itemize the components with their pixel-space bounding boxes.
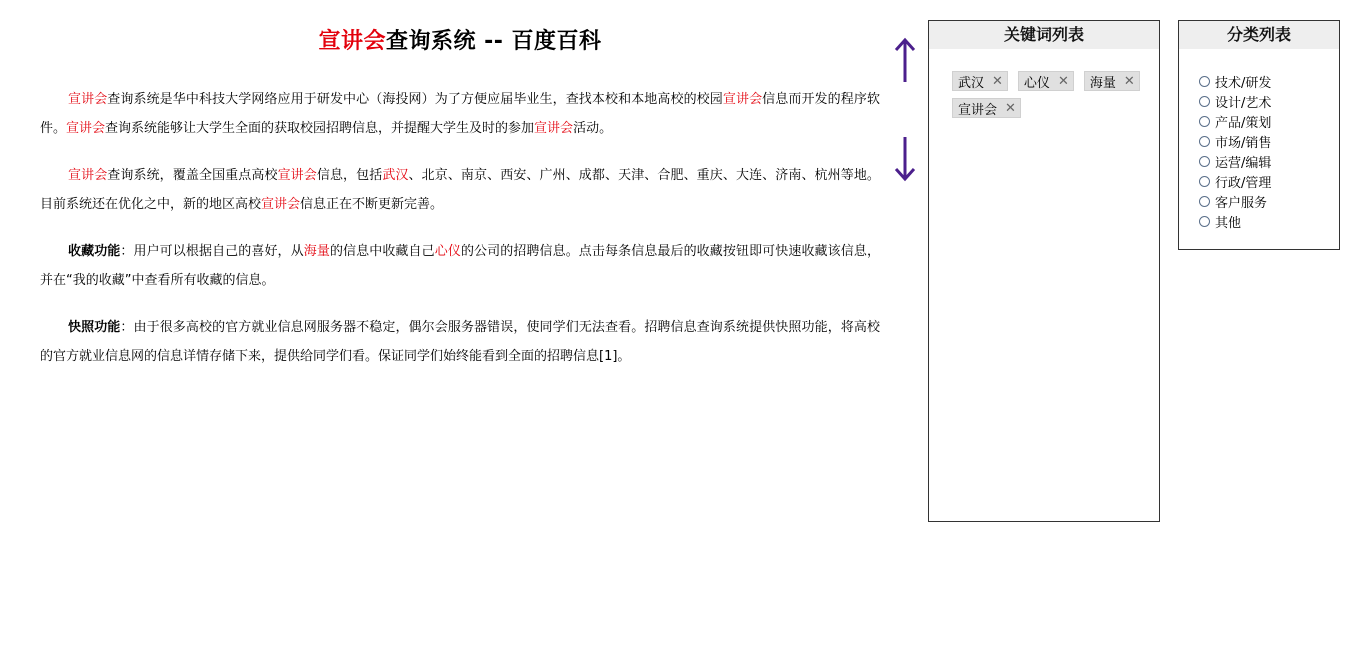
paragraph-intro xyxy=(40,86,880,143)
category-label: 行政/管理 xyxy=(1215,175,1272,191)
radio-button[interactable] xyxy=(1199,96,1210,107)
feature-label: 收藏功能 xyxy=(68,244,121,259)
radio-button[interactable] xyxy=(1199,116,1210,127)
paragraph-favorites xyxy=(40,238,880,295)
text: ：用户可以根据自己的喜好，从 xyxy=(120,244,304,259)
remove-keyword-icon[interactable]: ✕ xyxy=(1123,73,1135,89)
radio-button[interactable] xyxy=(1199,176,1210,187)
text: 信息而开发的程序软件。 xyxy=(40,92,880,136)
remove-keyword-icon[interactable]: ✕ xyxy=(992,73,1003,89)
title-rest: 查询系统 -- 百度百科 xyxy=(385,29,602,54)
category-label: 设计/艺术 xyxy=(1215,95,1272,111)
radio-button[interactable] xyxy=(1199,216,1210,227)
keyword-tag-label: 海量 xyxy=(1089,75,1116,91)
scroll-down-arrow-icon[interactable] xyxy=(894,136,916,182)
text: 查询系统能够让大学生全面的获取校园招聘信息，并提醒大学生及时的参加 xyxy=(105,120,535,136)
remove-keyword-icon[interactable]: ✕ xyxy=(1057,73,1069,89)
category-option[interactable] xyxy=(1199,151,1339,171)
category-option[interactable] xyxy=(1199,71,1339,91)
text: 的信息中收藏自己 xyxy=(329,244,435,259)
category-option[interactable] xyxy=(1199,191,1339,211)
keyword-tag-label: 宣讲会 xyxy=(958,102,998,118)
category-list-title: 分类列表 xyxy=(1179,21,1339,49)
text: 信息正在不断更新完善。 xyxy=(300,196,444,212)
keyword-tags xyxy=(929,49,1152,125)
keyword-highlight: 宣讲会 xyxy=(68,168,108,183)
keyword-tag xyxy=(952,71,1008,91)
category-label: 运营/编辑 xyxy=(1215,155,1272,171)
title-highlight: 宣讲会 xyxy=(318,29,386,54)
category-option[interactable] xyxy=(1199,131,1339,151)
remove-keyword-icon[interactable]: ✕ xyxy=(1005,100,1016,116)
scroll-up-arrow-icon[interactable] xyxy=(894,37,916,83)
keyword-highlight: 宣讲会 xyxy=(277,168,317,183)
text: ：由于很多高校的官方就业信息网服务器不稳定，偶尔会服务器错误，使同学们无法查看。招聘信息查询系统提供快照功能，将高校的官方就业信息网的信息详情存储下来，提供给同学们看。保证同学们始终能看到全面的招聘信息[1]。 xyxy=(40,320,880,364)
category-label: 产品/策划 xyxy=(1215,115,1272,131)
keyword-list-panel xyxy=(928,20,1160,522)
paragraph-snapshot xyxy=(40,314,880,371)
category-label: 其他 xyxy=(1215,215,1242,231)
article xyxy=(40,22,880,390)
text: 查询系统是华中科技大学网络应用于研发中心（海投网）为了方便应届毕业生，查找本校和本地高校的校园 xyxy=(107,92,723,107)
category-label: 技术/研发 xyxy=(1215,75,1272,91)
keyword-tag-label: 心仪 xyxy=(1023,75,1050,91)
keyword-list-title: 关键词列表 xyxy=(929,21,1159,49)
feature-label: 快照功能 xyxy=(68,320,121,335)
category-label: 客户服务 xyxy=(1215,195,1268,211)
keyword-tag xyxy=(1018,71,1074,91)
radio-button[interactable] xyxy=(1199,136,1210,147)
keyword-tag-label: 武汉 xyxy=(958,75,985,91)
text: 的公司的招聘信息。点击每条信息最后的收藏按钮即可快速收藏该信息，并在“我的收藏”中查看所有收藏的信息。 xyxy=(40,244,880,288)
category-option[interactable] xyxy=(1199,211,1339,231)
radio-button[interactable] xyxy=(1199,196,1210,207)
keyword-highlight: 海量 xyxy=(303,244,330,259)
keyword-tag xyxy=(952,98,1021,118)
radio-button[interactable] xyxy=(1199,156,1210,167)
category-option[interactable] xyxy=(1199,91,1339,111)
category-label: 市场/销售 xyxy=(1215,135,1272,151)
category-option[interactable] xyxy=(1199,111,1339,131)
keyword-highlight: 宣讲会 xyxy=(534,120,574,136)
keyword-highlight: 心仪 xyxy=(434,244,461,259)
keyword-tag xyxy=(1084,71,1140,91)
text: 查询系统，覆盖全国重点高校 xyxy=(107,168,278,183)
keyword-highlight: 宣讲会 xyxy=(722,92,763,107)
keyword-highlight: 宣讲会 xyxy=(66,120,106,136)
radio-button[interactable] xyxy=(1199,76,1210,87)
page-title xyxy=(40,22,880,62)
category-option[interactable] xyxy=(1199,171,1339,191)
text: 活动。 xyxy=(573,120,613,136)
paragraph-coverage xyxy=(40,162,880,219)
keyword-highlight: 武汉 xyxy=(382,168,409,183)
text: 、北京、南京、西安、广州、成都、天津、合肥、重庆、大连、济南、杭州等地。目前系统还在优化之中，新的地区高校 xyxy=(40,168,880,212)
category-list-panel xyxy=(1178,20,1340,250)
category-options xyxy=(1179,49,1339,231)
keyword-highlight: 宣讲会 xyxy=(68,92,108,107)
keyword-highlight: 宣讲会 xyxy=(261,196,301,212)
text: 信息，包括 xyxy=(316,168,383,183)
